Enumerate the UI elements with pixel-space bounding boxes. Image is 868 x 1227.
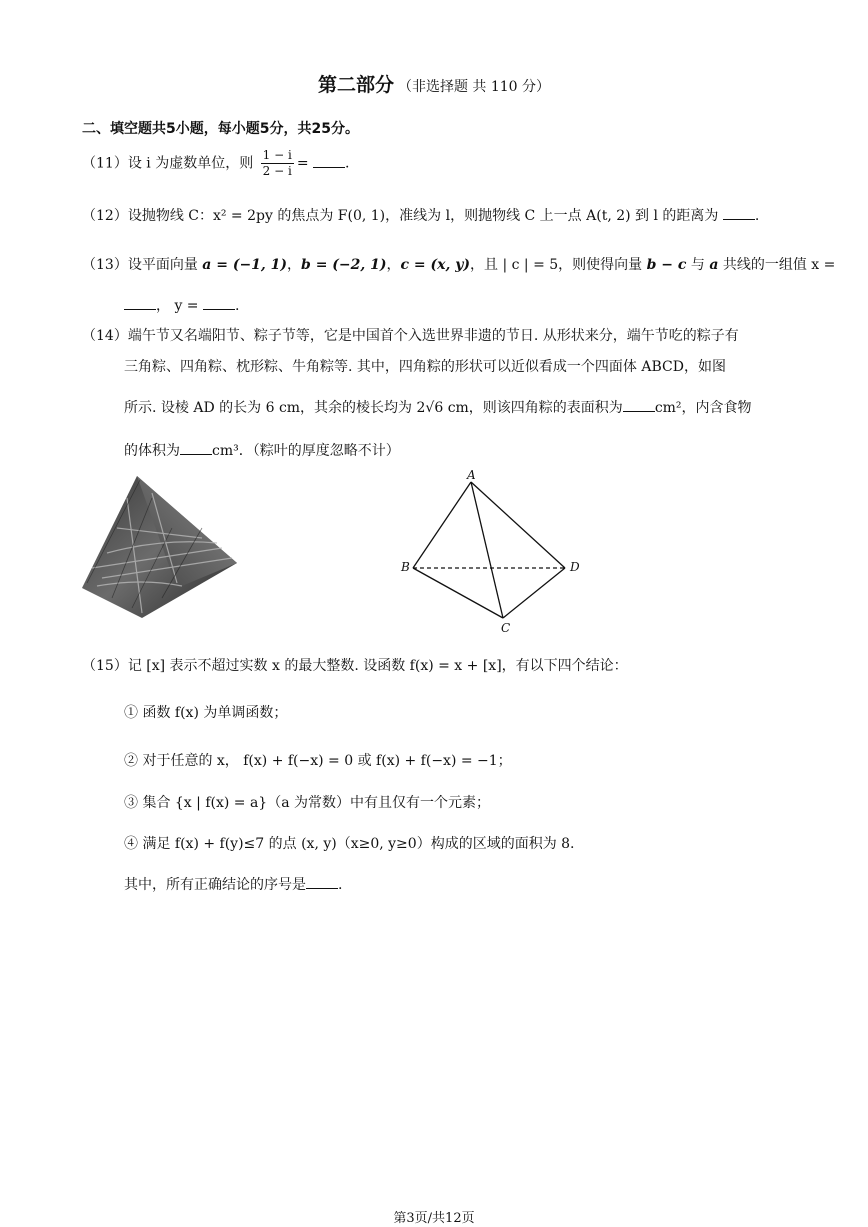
q13-text-a: （13）设平面向量 xyxy=(82,257,203,273)
q14-line-2: 三角粽、四角粽、枕形粽、牛角粽等. 其中，四角粽的形状可以近似看成一个四面体 ABCD，如图 xyxy=(124,359,726,375)
q11-fraction-denominator: 2 − i xyxy=(262,164,292,178)
q14-line-4-text: 的体积为 xyxy=(124,443,180,459)
q11-fraction-numerator: 1 − i xyxy=(262,148,292,162)
q13-vector-b-minus-c: b − c xyxy=(646,257,687,273)
q13-y-answer-blank[interactable] xyxy=(203,297,235,310)
q13-text-c: 与 xyxy=(686,257,710,273)
q14-line-3 xyxy=(124,397,752,417)
q15-ask-text: 其中，所有正确结论的序号是 xyxy=(124,877,306,893)
q13-text-b: ，且 | c | = 5，则使得向量 xyxy=(470,257,647,273)
question-13-line2 xyxy=(124,295,239,315)
vertex-label-a: A xyxy=(467,468,476,482)
q13-vector-b: b = (−2, 1) xyxy=(301,257,387,273)
vertex-label-d: D xyxy=(570,560,580,574)
q11-text: 设 i 为虚数单位，则 xyxy=(127,155,254,172)
q13-y-label: ， y = xyxy=(156,298,203,314)
q15-item-2: ② 对于任意的 x， f(x) + f(−x) = 0 或 f(x) + f(−x) = −1； xyxy=(124,753,512,769)
tetrahedron-figure xyxy=(393,468,593,636)
section-heading: 二、填空题共5小题，每小题5分，共25分。 xyxy=(82,121,359,137)
question-11: （11）设 i 为虚数单位，则 $\frac{1 - i}{2 - i}$ = . xyxy=(82,148,350,178)
q11-equals: = xyxy=(296,155,309,172)
edge-ab xyxy=(413,482,471,568)
question-12: （12）设抛物线 C：x² = 2py 的焦点为 F(0, 1)，准线为 l，则抛物线 C 上一点 A(t, 2) 到 l 的距离为 . xyxy=(82,208,760,224)
q15-item-1: ① 函数 f(x) 为单调函数； xyxy=(124,705,288,721)
q14-line-4-unit: cm³．（粽叶的厚度忽略不计） xyxy=(212,443,400,459)
q13-vector-a: a = (−1, 1) xyxy=(202,257,288,273)
q15-item-4: ④ 满足 f(x) + f(y)≤7 的点 (x, y)（x≥0, y≥0）构成的区域的面积为 8. xyxy=(124,836,575,852)
q13-period: . xyxy=(235,298,240,314)
q14-line-1: （14）端午节又名端阳节、粽子节等，它是中国首个入选世界非遗的节日. 从形状来分，端午节吃的粽子有 xyxy=(82,328,739,344)
part-title-subtitle: （非选择题 共 110 分） xyxy=(397,79,551,95)
q12-answer-blank[interactable] xyxy=(723,207,755,220)
q11-answer-blank[interactable] xyxy=(313,155,345,168)
question-13-line1 xyxy=(82,254,835,274)
q14-area-answer-blank[interactable] xyxy=(623,399,655,412)
q11-number: （11） xyxy=(82,155,128,172)
q15-ask: 其中，所有正确结论的序号是 . xyxy=(124,877,343,893)
edge-ad xyxy=(471,482,565,568)
edge-bc xyxy=(413,568,503,618)
q14-volume-answer-blank[interactable] xyxy=(180,442,212,455)
q14-line-3-unit: cm²，内含食物 xyxy=(654,400,752,416)
q11-fraction xyxy=(261,148,294,179)
q14-line-4 xyxy=(124,440,400,460)
q13-sep-2: ， xyxy=(386,257,401,273)
q15-item-3: ③ 集合 {x | f(x) = a}（a 为常数）中有且仅有一个元素； xyxy=(124,795,491,811)
vertex-label-b: B xyxy=(401,560,410,574)
page-footer: 第3页/共12页 xyxy=(393,1211,475,1226)
edge-cd xyxy=(503,568,565,618)
q12-text: （12）设抛物线 C：x² = 2py 的焦点为 F(0, 1)，准线为 l，则抛物线 C 上一点 A(t, 2) 到 l 的距离为 xyxy=(82,208,719,224)
part-title-main: 第二部分 xyxy=(317,74,394,96)
q13-sep-1: ， xyxy=(287,257,302,273)
zongzi-photo xyxy=(82,468,240,626)
q13-vector-a-ref: a xyxy=(709,257,719,273)
q14-line-3-text: 所示. 设棱 AD 的长为 6 cm，其余的棱长均为 2√6 cm，则该四角粽的表面积为 xyxy=(124,400,623,416)
edge-ac xyxy=(471,482,503,618)
q13-text-d: 共线的一组值 x = xyxy=(718,257,836,273)
q13-vector-c: c = (x, y) xyxy=(400,257,470,273)
q13-x-answer-blank[interactable] xyxy=(124,297,156,310)
q15-intro: （15）记 [x] 表示不超过实数 x 的最大整数. 设函数 f(x) = x + [x]，有以下四个结论： xyxy=(82,658,628,674)
q15-answer-blank[interactable] xyxy=(306,876,338,889)
vertex-label-c: C xyxy=(501,621,511,635)
part-title xyxy=(0,70,868,97)
